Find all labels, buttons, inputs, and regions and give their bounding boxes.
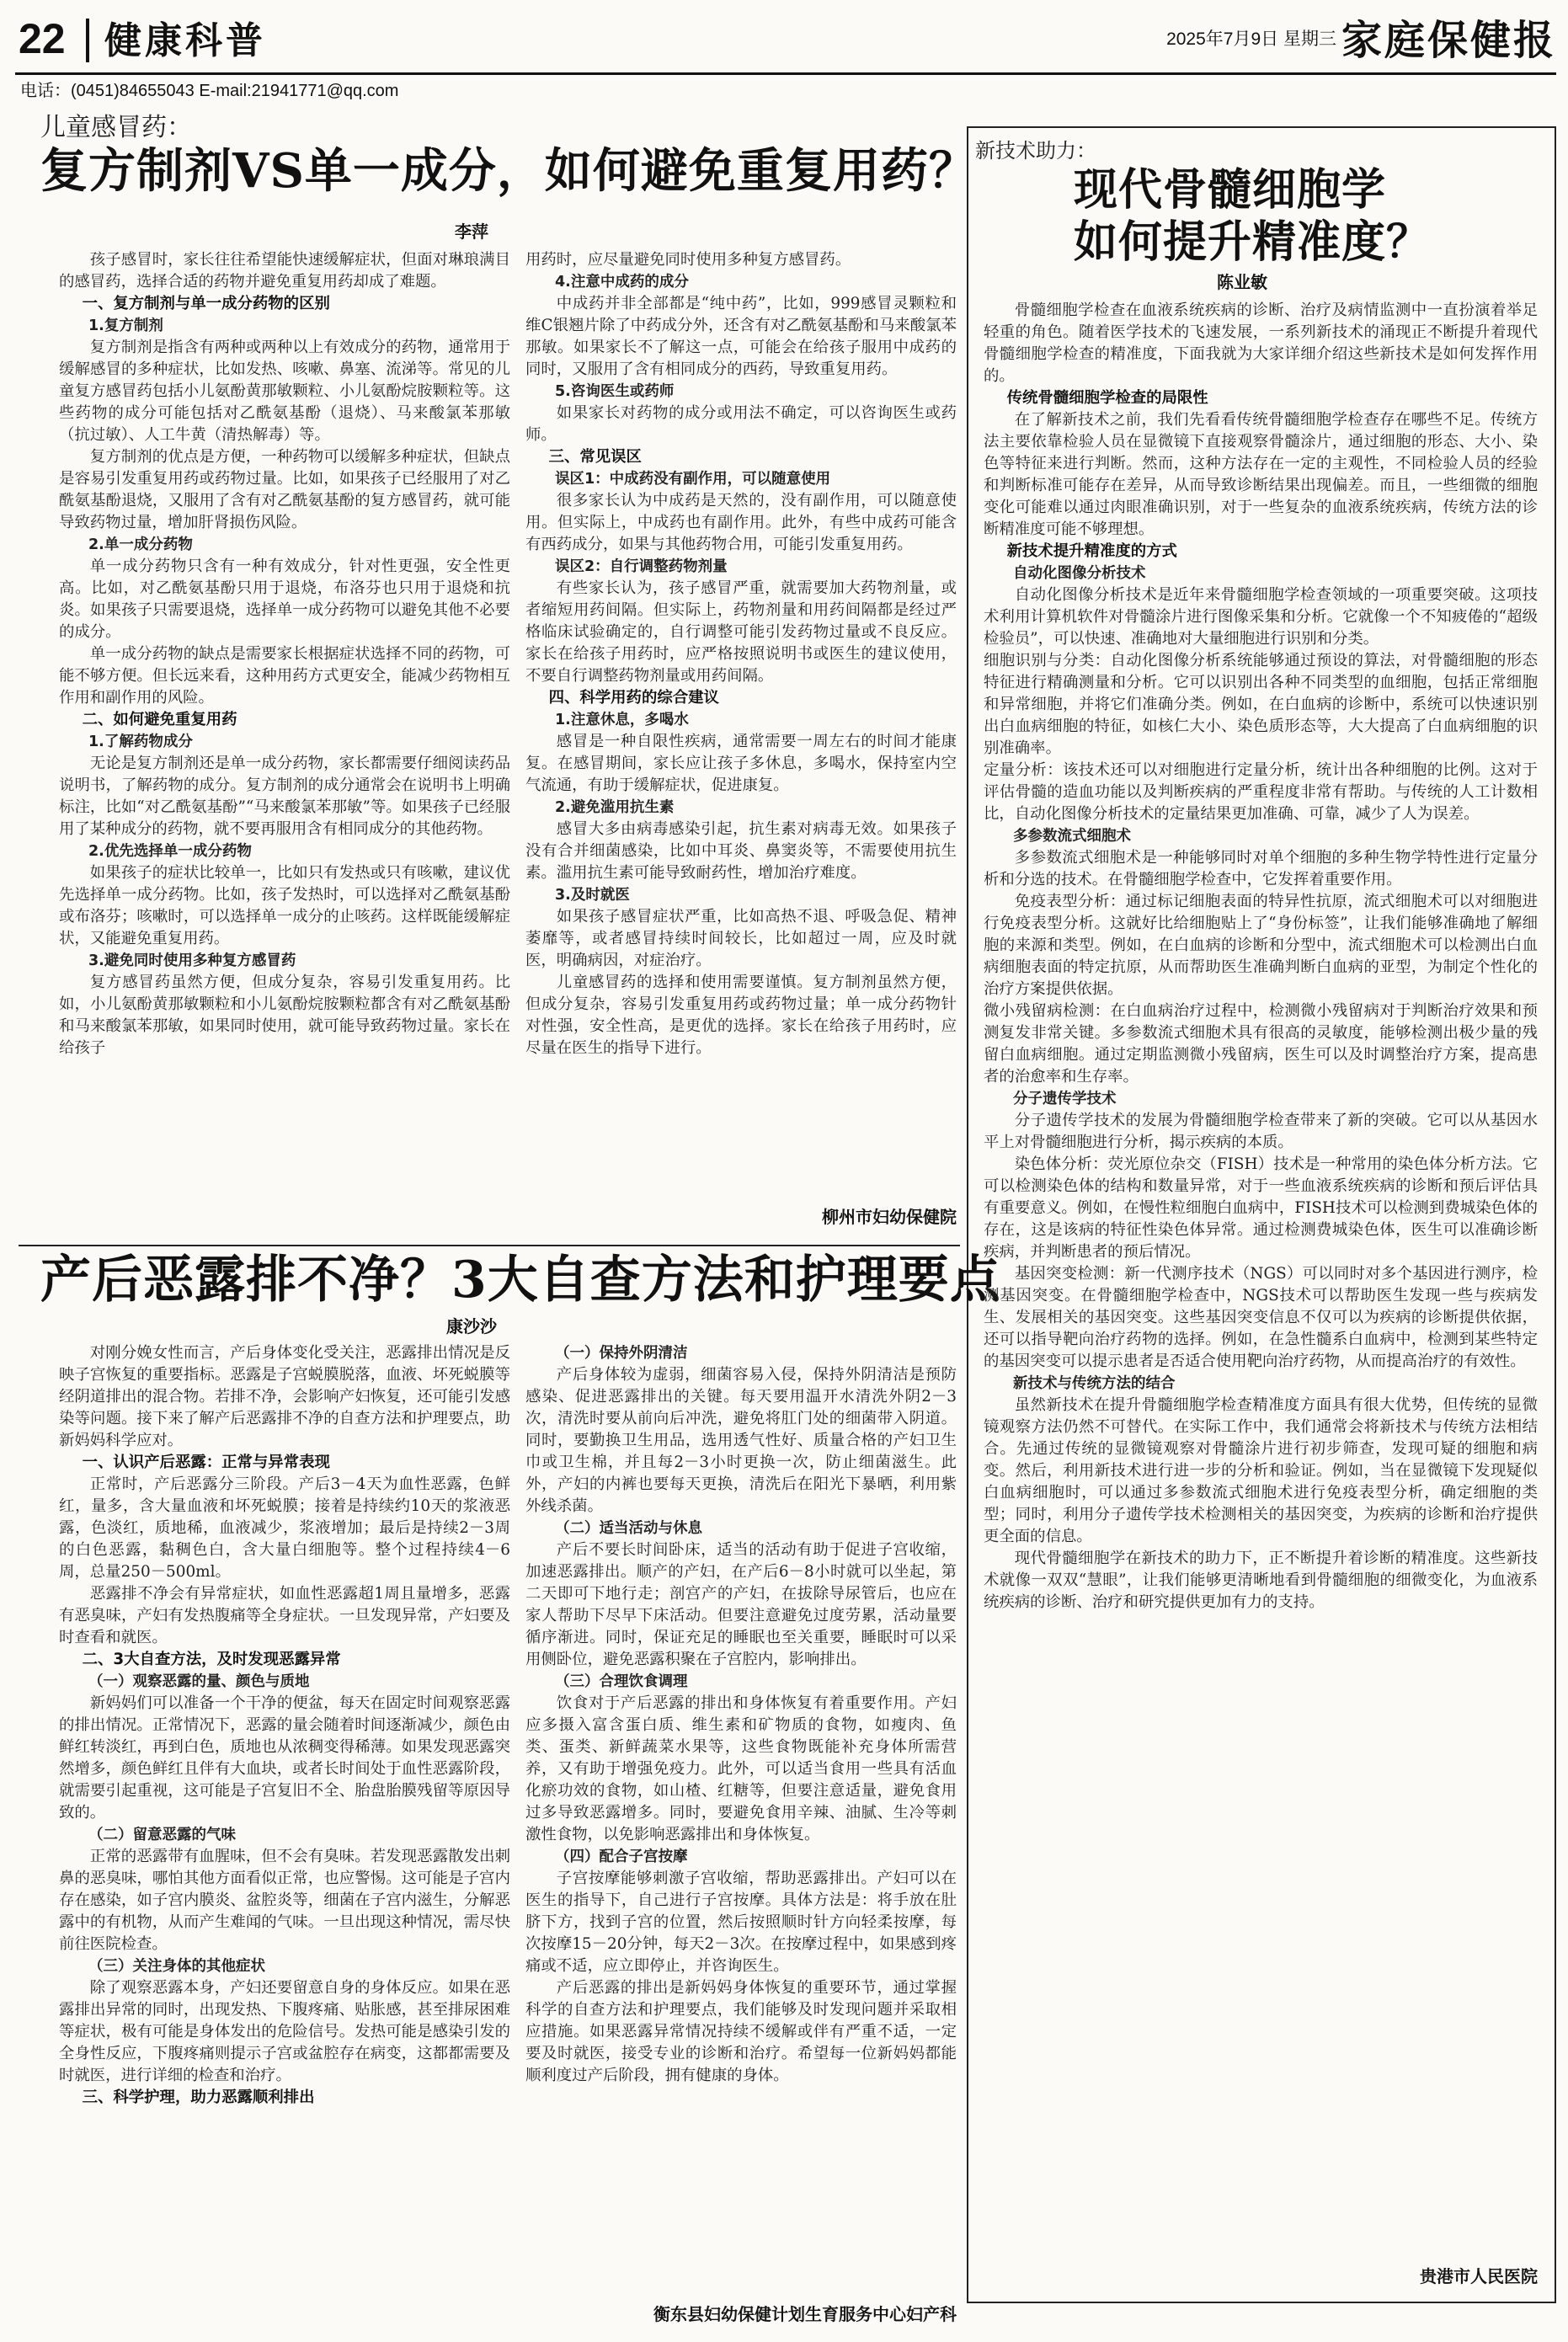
article1-column-1 [59,249,510,1264]
article3-author: 陈业敏 [1217,272,1267,292]
subsection-heading: （三）关注身体的其他症状 [88,1958,265,1975]
subsection-heading: 误区1：中成药没有副作用，可以随意使用 [555,471,831,488]
subsection-heading: 分子遗传学技术 [1013,1091,1117,1107]
subsection-heading: （二）适当活动与休息 [555,1520,702,1537]
body-paragraph: 单一成分药物的缺点是需要家长根据症状选择不同的药物，可能不够方便。但长远来看，这种用药方式更安全，能减少药物相互作用和副作用的风险。 [59,645,510,707]
body-paragraph: 中成药并非全部都是“纯中药”，比如，999感冒灵颗粒和维C银翘片除了中药成分外，还含有对乙酰氨基酚和马来酸氯苯那敏。如果家长不了解这一点，可能会在给孩子服用中成药的同时，又服用了含有相同成分的西药，导致重复用药。 [525,295,957,378]
subsection-heading: 2.单一成分药物 [88,536,193,553]
section-heading: 一、复方制剂与单一成分药物的区别 [82,295,330,312]
article3-headline-line-2: 如何提升精准度？ [1074,216,1432,268]
body-paragraph: 分子遗传学技术的发展为骨髓细胞学检查带来了新的突破。它可以从基因水平上对骨髓细胞进行分析，揭示疾病的本质。 [984,1112,1538,1151]
subsection-heading: （三）合理饮食调理 [555,1673,688,1690]
body-paragraph: 自动化图像分析技术是近年来骨髓细胞学检查领域的一项重要突破。这项技术利用计算机软件对骨髓涂片进行图像采集和分析。它就像一个不知疲倦的“超级检验员”，可以快速、准确地对大量细胞进行识别和分类。 [984,586,1538,648]
body-paragraph: 正常的恶露带有血腥味，但不会有臭味。若发现恶露散发出刺鼻的恶臭味，哪怕其他方面看似正常，也应警惕。这可能是子宫内存在感染，如子宫内膜炎、盆腔炎等，细菌在子宫内滋生，分解恶露中的有机物，从而产生难闻的气味。一旦出现这种情况，需尽快前往医院检查。 [59,1848,510,1953]
section-heading: 二、3大自查方法，及时发现恶露异常 [82,1651,341,1668]
article2-source: 衡东县妇幼保健计划生育服务中心妇产科 [653,2304,957,2324]
body-paragraph: 新妈妈们可以准备一个干净的便盆，每天在固定时间观察恶露的排出情况。正常情况下，恶露的量会随着时间逐渐减少，颜色由鲜红转淡红，再到白色，质地也从浓稠变得稀薄。如果发现恶露突然增多，颜色鲜红且伴有大血块，或者长时间处于血性恶露阶段，就需要引起重视，这可能是子宫复旧不全、胎盘胎膜残留等原因导致的。 [59,1694,510,1822]
section-heading: 一、认识产后恶露：正常与异常表现 [82,1454,330,1471]
body-paragraph: 多参数流式细胞术是一种能够同时对单个细胞的多种生物学特性进行定量分析和分选的技术。在骨髓细胞学检查中，它发挥着重要作用。 [984,849,1538,888]
body-paragraph: 虽然新技术在提升骨髓细胞学检查精准度方面具有很大优势，但传统的显微镜观察方法仍然不可替代。在实际工作中，我们通常会将新技术与传统方法相结合。先通过传统的显微镜观察对骨髓涂片进行初步筛查，发现可疑的细胞和病变。然后，利用新技术进行进一步的分析和验证。例如，当在显微镜下发现疑似白血病细胞时，可以通过多参数流式细胞术进行免疫表型分析，确定细胞的类型；同时，利用分子遗传学技术检测相关的基因突变，为疾病的诊断和治疗提供更全面的信息。 [984,1396,1538,1545]
article3-kicker: 新技术助力： [975,139,1096,163]
subsection-heading: 2.优先选择单一成分药物 [88,843,252,860]
article3-source: 贵港市人民医院 [1420,2266,1538,2286]
subsection-heading: 3.及时就医 [555,887,630,904]
section-heading: 四、科学用药的综合建议 [548,689,719,707]
subsection-heading: （二）留意恶露的气味 [88,1827,236,1843]
subsection-heading: （一）观察恶露的量、颜色与质地 [88,1673,310,1690]
body-paragraph: 如果孩子感冒症状严重，比如高热不退、呼吸急促、精神萎靡等，或者感冒持续时间较长，比如超过一周，应及时就医，明确病因，对症治疗。 [525,908,957,969]
article1-author: 李萍 [455,221,488,242]
body-paragraph: 产后恶露的排出是新妈妈身体恢复的重要环节，通过掌握科学的自查方法和护理要点，我们能够及时发现问题并采取相应措施。如果恶露异常情况持续不缓解或伴有严重不适，一定要及时就医，接受专业的诊断和治疗。希望每一位新妈妈都能顺利度过产后阶段，拥有健康的身体。 [525,1979,957,2084]
body-paragraph: 在了解新技术之前，我们先看看传统骨髓细胞学检查存在哪些不足。传统方法主要依靠检验人员在显微镜下直接观察骨髓涂片，通过细胞的形态、大小、染色等特征来进行判断。然而，这种方法存在一定的主观性，不同检验人员的经验和判断标准可能存在差异，从而导致诊断结果出现偏差。而且，一些细微的细胞变化可能难以通过肉眼准确识别，对于一些复杂的血液系统疾病，传统方法的诊断精准度可能不够理想。 [984,411,1538,538]
body-paragraph: 微小残留病检测：在白血病治疗过程中，检测微小残留病对于判断治疗效果和预测复发非常关键。多参数流式细胞术具有很高的灵敏度，能够检测出极少量的残留白血病细胞。通过定期监测微小残留病，医生可以及时调整治疗方案，提高患者的治愈率和生存率。 [984,1002,1538,1086]
body-paragraph: 用药时，应尽量避免同时使用多种复方感冒药。 [525,251,851,269]
issue-date: 2025年7月9日 星期三 [1166,29,1336,49]
section-heading: 新技术提升精准度的方式 [1006,542,1177,560]
right-box-top-rule [967,126,1556,128]
masthead-divider [86,19,89,62]
body-paragraph: 儿童感冒药的选择和使用需要谨慎。复方制剂虽然方便，但成分复杂，容易引发重复用药或药物过量；单一成分药物针对性强，安全性高，是更优的选择。家长在给孩子用药时，应尽量在医生的指导下进行。 [525,974,957,1057]
subsection-heading: 误区2：自行调整药物剂量 [555,558,728,575]
newspaper-name: 家庭保健报 [1341,17,1556,64]
article1-kicker: 儿童感冒药： [40,113,192,142]
subsection-heading: 5.咨询医生或药师 [555,383,675,400]
article3-column [984,300,1538,2252]
subsection-heading: 2.避免滥用抗生素 [555,799,675,816]
section-heading: 三、科学护理，助力恶露顺利排出 [82,2089,315,2106]
body-paragraph: 复方制剂的优点是方便，一种药物可以缓解多种症状，但缺点是容易引发重复用药或药物过量。比如，如果孩子已经服用了对乙酰氨基酚退烧，又服用了含有对乙酰氨基酚的复方感冒药，就可能导致药物过量，增加肝肾损伤风险。 [59,448,510,531]
body-paragraph: 对刚分娩女性而言，产后身体变化受关注，恶露排出情况是反映子宫恢复的重要指标。恶露是子宫蜕膜脱落，血液、坏死蜕膜等经阴道排出的混合物。若排不净，会影响产妇恢复，还可能引发感染等问题。接下来了解产后恶露排不净的自查方法和护理要点，助新妈妈科学应对。 [59,1344,510,1449]
article3-headline-line-1: 现代骨髓细胞学 [1074,164,1387,216]
section-heading: 三、常见误区 [548,448,642,466]
subsection-heading: 自动化图像分析技术 [1013,565,1146,582]
body-paragraph: 现代骨髓细胞学在新技术的助力下，正不断提升着诊断的精准度。这些新技术就像一双双“慧眼”，让我们能够更清晰地看到骨髓细胞的细微变化，为血液系统疾病的诊断、治疗和研究提供更加有力的支持。 [984,1550,1538,1611]
subsection-heading: 多参数流式细胞术 [1013,828,1131,845]
contact-line: 电话：(0451)84655043 E-mail:21941771@qq.com [20,82,399,100]
body-paragraph: 子宫按摩能够刺激子宫收缩，帮助恶露排出。产妇可以在医生的指导下，自己进行子宫按摩。具体方法是：将手放在肚脐下方，找到子宫的位置，然后按照顺时针方向轻柔按摩，每次按摩15－20分钟，每天2－3次。在按摩过程中，如果感到疼痛或不适，应立即停止，并咨询医生。 [525,1870,957,1975]
subsection-heading: （四）配合子宫按摩 [555,1849,688,1865]
body-paragraph: 有些家长认为，孩子感冒严重，就需要加大药物剂量，或者缩短用药间隔。但实际上，药物剂量和用药间隔都是经过严格临床试验确定的，自行调整可能引发药物过量或不良反应。家长在给孩子用药时，应严格按照说明书或医生的建议使用，不要自行调整药物剂量或用药间隔。 [525,579,957,685]
body-paragraph: 复方制剂是指含有两种或两种以上有效成分的药物，通常用于缓解感冒的多种症状，比如发热、咳嗽、鼻塞、流涕等。常见的儿童复方感冒药包括小儿氨酚黄那敏颗粒、小儿氨酚烷胺颗粒等。这些药物的成分可能包括对乙酰氨基酚（退烧）、马来酸氯苯那敏（抗过敏）、人工牛黄（清热解毒）等。 [59,339,510,444]
subsection-heading: 新技术与传统方法的结合 [1013,1375,1176,1392]
page-number: 22 [19,15,66,62]
article1-column-2 [525,249,957,1201]
body-paragraph: 恶露排不净会有异常症状，如血性恶露超1周且量增多，恶露有恶臭味，产妇有发热腹痛等全身症状。一旦发现异常，产妇要及时查看和就医。 [59,1585,510,1646]
section-heading: 二、如何避免重复用药 [82,711,237,728]
body-paragraph: 孩子感冒时，家长往往希望能快速缓解症状，但面对琳琅满目的感冒药，选择合适的药物并避免重复用药却成了难题。 [59,251,510,291]
body-paragraph: 如果家长对药物的成分或用法不确定，可以咨询医生或药师。 [525,404,957,444]
body-paragraph: 感冒大多由病毒感染引起，抗生素对病毒无效。如果孩子没有合并细菌感染，比如中耳炎、鼻窦炎等，不需要使用抗生素。滥用抗生素可能导致耐药性，增加治疗难度。 [525,820,957,882]
body-paragraph: 感冒是一种自限性疾病，通常需要一周左右的时间才能康复。在感冒期间，家长应让孩子多休息，多喝水，保持室内空气流通，有助于缓解症状，促进康复。 [525,733,957,794]
right-box-left-rule [967,126,968,2303]
masthead-rule [15,72,1556,75]
section-heading: 传统骨髓细胞学检查的局限性 [1006,389,1208,407]
article2-author: 康沙沙 [446,1316,497,1336]
body-paragraph: 单一成分药物只含有一种有效成分，针对性更强，安全性更高。比如，对乙酰氨基酚只用于退烧，布洛芬也只用于退烧和抗炎。如果孩子只需要退烧，选择单一成分药物可以避免其他不必要的成分。 [59,557,510,641]
body-paragraph: 复方感冒药虽然方便，但成分复杂，容易引发重复用药。比如，小儿氨酚黄那敏颗粒和小儿氨酚烷胺颗粒都含有对乙酰氨基酚和马来酸氯苯那敏，如果同时使用，就可能导致药物过量。家长在给孩子 [59,974,510,1057]
body-paragraph: 正常时，产后恶露分三阶段。产后3－4天为血性恶露，色鲜红，量多，含大量血液和坏死蜕膜；接着是持续约10天的浆液恶露，色淡红，质地稀，血液减少，浆液增加；最后是持续2－3周的白色恶露，黏稠色白，含大量白细胞等。整个过程持续4－6周，总量250－500ml。 [59,1475,510,1581]
body-paragraph: 定量分析：该技术还可以对细胞进行定量分析，统计出各种细胞的比例。这对于评估骨髓的造血功能以及判断疾病的严重程度非常有帮助。与传统的人工计数相比，自动化图像分析技术的定量结果更加准确、可靠，减少了人为误差。 [984,761,1538,823]
body-paragraph: 产后身体较为虚弱，细菌容易入侵，保持外阴清洁是预防感染、促进恶露排出的关键。每天要用温开水清洗外阴2－3次，清洗时要从前向后冲洗，避免将肛门处的细菌带入阴道。同时，要勤换卫生用品，选用透气性好、质量合格的产妇卫生巾或卫生棉，并且每2－3小时更换一次，防止细菌滋生。此外，产妇的内裤也要每天更换，清洗后在阳光下暴晒，利用紫外线杀菌。 [525,1366,957,1515]
article1-source: 柳州市妇幼保健院 [822,1207,957,1227]
subsection-heading: 4.注意中成药的成分 [555,274,689,291]
article1-headline: 复方制剂VS单一成分，如何避免重复用药？ [40,143,977,199]
subsection-heading: 3.避免同时使用多种复方感冒药 [88,952,296,969]
right-box-bottom-rule [967,2302,1556,2303]
right-box-right-rule [1555,126,1556,2303]
body-paragraph: 基因突变检测：新一代测序技术（NGS）可以同时对多个基因进行测序，检测基因突变。在骨髓细胞学检查中，NGS技术可以帮助医生发现一些与疾病发生、发展相关的基因突变。这些基因突变信息不仅可以为疾病的诊断提供依据，还可以指导靶向治疗药物的选择。例如，在急性髓系白血病中，检测到某些特定的基因突变可以提示患者是否适合使用靶向治疗药物，从而提高治疗的有效性。 [984,1265,1538,1370]
body-paragraph: 产后不要长时间卧床，适当的活动有助于促进子宫收缩，加速恶露排出。顺产的产妇，在产后6－8小时就可以坐起，第二天即可下地行走；剖宫产的产妇，在拔除导尿管后，也应在家人帮助下尽早下床活动。但要注意避免过度劳累，活动量要循序渐进。同时，保证充足的睡眠也至关重要，睡眠时可以采用侧卧位，避免恶露积聚在子宫腔内，影响排出。 [525,1541,957,1668]
body-paragraph: 除了观察恶露本身，产妇还要留意自身的身体反应。如果在恶露排出异常的同时，出现发热、下腹疼痛、贴胀感，甚至排尿困难等症状，极有可能是身体发出的危险信号。发热可能是感染引发的全身性反应，下腹疼痛则提示子宫或盆腔存在病变，这都都需要及时就医，进行详细的检查和治疗。 [59,1979,510,2084]
subsection-heading: 1.复方制剂 [88,317,163,334]
section-title: 健康科普 [104,19,266,62]
body-paragraph: 无论是复方制剂还是单一成分药物，家长都需要仔细阅读药品说明书，了解药物的成分。复方制剂的成分通常会在说明书上明确标注，比如“对乙酰氨基酚”“马来酸氯苯那敏”等。如果孩子已经服用了某种成分的药物，就不要再服用含有相同成分的其他药物。 [59,755,510,838]
subsection-heading: 1.注意休息，多喝水 [555,712,689,728]
subsection-heading: 1.了解药物成分 [88,734,193,750]
body-paragraph: 细胞识别与分类：自动化图像分析系统能够通过预设的算法，对骨髓细胞的形态特征进行精确测量和分析。它可以识别出各种不同类型的血细胞，包括正常细胞和异常细胞，并将它们准确分类。例如，在白血病的诊断中，系统可以快速识别出白血病细胞的特征，如核仁大小、染色质形态等，大大提高了白血病细胞的识别准确率。 [984,652,1538,757]
subsection-heading: （一）保持外阴清洁 [555,1345,688,1362]
body-paragraph: 骨髓细胞学检查在血液系统疾病的诊断、治疗及病情监测中一直扮演着举足轻重的角色。随着医学技术的飞速发展，一系列新技术的涌现正不断提升着现代骨髓细胞学检查的精准度，下面我就为大家详细介绍这些新技术是如何发挥作用的。 [984,301,1538,385]
body-paragraph: 如果孩子的症状比较单一，比如只有发热或只有咳嗽，建议优先选择单一成分药物。比如，孩子发热时，可以选择对乙酰氨基酚或布洛芬；咳嗽时，可以选择单一成分的止咳药。这样既能缓解症状，又能避免重复用药。 [59,864,510,947]
body-paragraph: 很多家长认为中成药是天然的，没有副作用，可以随意使用。但实际上，中成药也有副作用。此外，有些中成药可能含有西药成分，如果与其他药物合用，可能引发重复用药。 [525,492,957,553]
body-paragraph: 染色体分析：荧光原位杂交（FISH）技术是一种常用的染色体分析方法。它可以检测染色体的结构和数量异常，对于一些血液系统疾病的诊断和预后评估具有重要意义。例如，在慢性粒细胞白血病中，FISH技术可以检测到费城染色体的存在，这是该病的特征性染色体异常。通过检测费城染色体，医生可以准确诊断疾病，并判断患者的预后情况。 [984,1155,1538,1261]
body-paragraph: 免疫表型分析：通过标记细胞表面的特异性抗原，流式细胞术可以对细胞进行免疫表型分析。这就好比给细胞贴上了“身份标签”，让我们能够准确地了解细胞的来源和类型。例如，在白血病的诊断和分型中，流式细胞术可以检测出白血病细胞表面的特定抗原，从而帮助医生准确判断白血病的亚型，为制定个性化的治疗方案提供依据。 [984,893,1538,998]
article2-column-1 [59,1342,510,2328]
article2-headline: 产后恶露排不净？3大自查方法和护理要点 [40,1251,1001,1310]
article2-column-2 [525,1342,957,2281]
article-divider [19,1245,960,1246]
body-paragraph: 饮食对于产后恶露的排出和身体恢复有着重要作用。产妇应多摄入富含蛋白质、维生素和矿物质的食物，如瘦肉、鱼类、蛋类、新鲜蔬菜水果等，这些食物既能补充身体所需营养，又有助于增强免疫力。此外，可以适当食用一些具有活血化瘀功效的食物，如山楂、红糖等，但要注意适量，避免食用过多导致恶露增多。同时，要避免食用辛辣、油腻、生冷等刺激性食物，以免影响恶露排出和身体恢复。 [525,1694,957,1843]
